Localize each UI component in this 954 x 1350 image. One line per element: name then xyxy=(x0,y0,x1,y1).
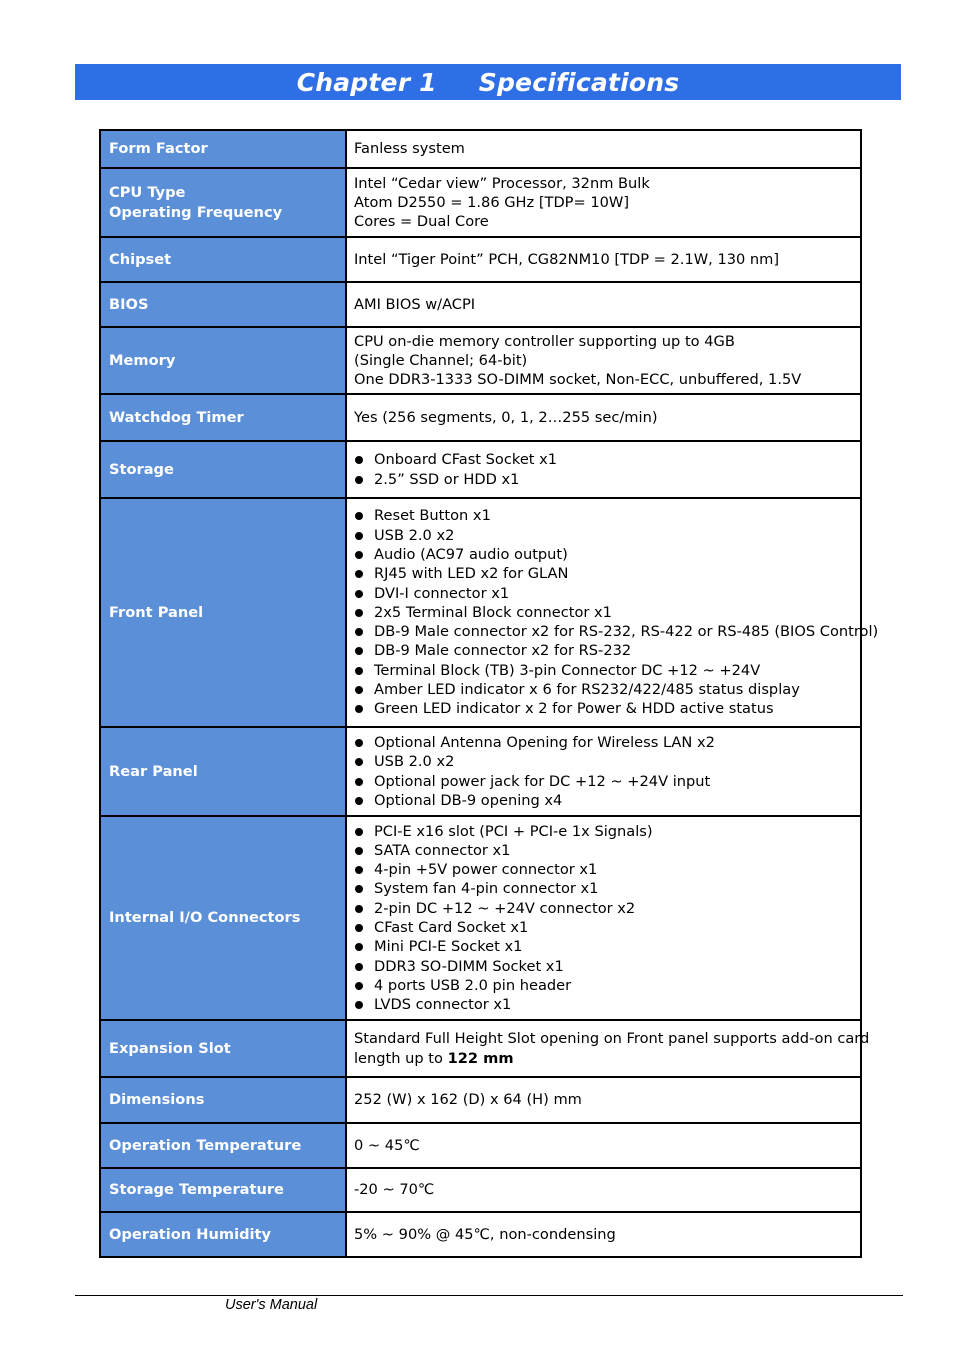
spec-row-front-panel xyxy=(100,498,861,727)
spec-label: Chipset xyxy=(100,237,346,282)
value-line: Fanless system xyxy=(354,140,465,158)
spec-row-chipset xyxy=(100,237,861,282)
value-line: 5% ~ 90% @ 45℃, non-condensing xyxy=(354,1225,616,1243)
spec-value xyxy=(346,1077,861,1123)
spec-row-operation-temperature xyxy=(100,1123,861,1168)
bullet-item: Green LED indicator x 2 for Power & HDD active status xyxy=(354,699,852,718)
chapter-title: Specifications xyxy=(478,67,680,97)
bullet-list xyxy=(354,450,852,489)
spec-value xyxy=(346,1168,861,1212)
spec-row-operation-humidity xyxy=(100,1212,861,1257)
bullet-item: System fan 4-pin connector x1 xyxy=(354,879,852,898)
spec-value xyxy=(346,130,861,168)
spec-value xyxy=(346,282,861,327)
spec-value xyxy=(346,237,861,282)
value-line: Cores = Dual Core xyxy=(354,213,489,231)
spec-label: Internal I/O Connectors xyxy=(100,816,346,1020)
value-line: AMI BIOS w/ACPI xyxy=(354,295,476,313)
spec-value xyxy=(346,498,879,727)
bullet-list xyxy=(354,506,879,718)
bullet-item: Optional Antenna Opening for Wireless LAN x2 xyxy=(354,733,852,752)
bullet-item: DVI-I connector x1 xyxy=(354,584,852,603)
value-bold: 122 mm xyxy=(447,1049,514,1067)
spec-value xyxy=(346,327,861,394)
bullet-item: Amber LED indicator x 6 for RS232/422/485 status display xyxy=(354,680,852,699)
value-line: 0 ~ 45℃ xyxy=(354,1136,420,1154)
spec-row-watchdog xyxy=(100,394,861,441)
value-line: Intel “Cedar view” Processor, 32nm Bulk xyxy=(354,174,650,192)
spec-label: Operation Humidity xyxy=(100,1212,346,1257)
specifications-table xyxy=(99,129,879,1258)
bullet-item: Reset Button x1 xyxy=(354,506,852,525)
spec-value xyxy=(346,441,861,498)
spec-row-storage-temperature xyxy=(100,1168,861,1212)
spec-label: Operation Temperature xyxy=(100,1123,346,1168)
value-line: CPU on-die memory controller supporting up to 4GB xyxy=(354,332,735,350)
bullet-item: Optional power jack for DC +12 ~ +24V input xyxy=(354,772,852,791)
bullet-item: Audio (AC97 audio output) xyxy=(354,545,852,564)
spec-label: Dimensions xyxy=(100,1077,346,1123)
spec-row-dimensions xyxy=(100,1077,861,1123)
bullet-list xyxy=(354,822,852,1015)
spec-row-rear-panel xyxy=(100,727,861,816)
value-line: Atom D2550 = 1.86 GHz [TDP= 10W] xyxy=(354,193,630,211)
bullet-item: DB-9 Male connector x2 for RS-232, RS-422 or RS-485 (BIOS Control) xyxy=(354,622,852,641)
bullet-item: USB 2.0 x2 xyxy=(354,526,852,545)
spec-label: Expansion Slot xyxy=(100,1020,346,1077)
spec-value xyxy=(346,168,861,237)
spec-value xyxy=(346,727,861,816)
bullet-item: Onboard CFast Socket x1 xyxy=(354,450,852,469)
spec-label: Front Panel xyxy=(100,498,346,727)
spec-value xyxy=(346,1212,861,1257)
spec-row-form-factor xyxy=(100,130,861,168)
bullet-item: RJ45 with LED x2 for GLAN xyxy=(354,564,852,583)
footer-divider xyxy=(75,1295,903,1296)
footer-text: User's Manual xyxy=(225,1297,318,1313)
value-line: One DDR3-1333 SO-DIMM socket, Non-ECC, unbuffered, 1.5V xyxy=(354,371,802,389)
label-line: Operating Frequency xyxy=(109,203,283,221)
value-line: -20 ~ 70℃ xyxy=(354,1181,435,1199)
spec-value xyxy=(346,816,861,1020)
bullet-item: CFast Card Socket x1 xyxy=(354,918,852,937)
bullet-item: DB-9 Male connector x2 for RS-232 xyxy=(354,641,852,660)
spec-value xyxy=(346,394,861,441)
value-line: 252 (W) x 162 (D) x 64 (H) mm xyxy=(354,1091,582,1109)
value-line xyxy=(354,1049,852,1068)
spec-label: Memory xyxy=(100,327,346,394)
bullet-item: Optional DB-9 opening x4 xyxy=(354,791,852,810)
bullet-item: 4-pin +5V power connector x1 xyxy=(354,860,852,879)
spec-label: Storage Temperature xyxy=(100,1168,346,1212)
chapter-number: Chapter 1 xyxy=(296,67,437,97)
spec-row-memory xyxy=(100,327,861,394)
spec-label: Rear Panel xyxy=(100,727,346,816)
bullet-item: 4 ports USB 2.0 pin header xyxy=(354,976,852,995)
bullet-item: USB 2.0 x2 xyxy=(354,752,852,771)
bullet-item: SATA connector x1 xyxy=(354,841,852,860)
spec-row-storage xyxy=(100,441,861,498)
label-line: CPU Type xyxy=(109,184,186,202)
bullet-item: 2.5” SSD or HDD x1 xyxy=(354,470,852,489)
spec-label xyxy=(100,168,346,237)
spec-label: Form Factor xyxy=(100,130,346,168)
bullet-item: PCI-E x16 slot (PCI + PCI-e 1x Signals) xyxy=(354,822,852,841)
bullet-item: Terminal Block (TB) 3-pin Connector DC +12 ~ +24V xyxy=(354,661,852,680)
bullet-item: 2-pin DC +12 ~ +24V connector x2 xyxy=(354,899,852,918)
bullet-item: DDR3 SO-DIMM Socket x1 xyxy=(354,957,852,976)
spec-row-bios xyxy=(100,282,861,327)
value-line: Yes (256 segments, 0, 1, 2…255 sec/min) xyxy=(354,408,658,426)
bullet-item: 2x5 Terminal Block connector x1 xyxy=(354,603,852,622)
spec-row-expansion-slot xyxy=(100,1020,861,1077)
bullet-item: LVDS connector x1 xyxy=(354,995,852,1014)
value-line: Standard Full Height Slot opening on Front panel supports add-on card xyxy=(354,1030,870,1048)
bullet-list xyxy=(354,733,852,810)
value-line: Intel “Tiger Point” PCH, CG82NM10 [TDP = 2.1W, 130 nm] xyxy=(354,250,780,268)
value-line: (Single Channel; 64-bit) xyxy=(354,351,528,369)
spec-label: BIOS xyxy=(100,282,346,327)
spec-label: Storage xyxy=(100,441,346,498)
spec-row-cpu xyxy=(100,168,861,237)
spec-row-internal-io xyxy=(100,816,861,1020)
chapter-title-bar xyxy=(75,64,901,100)
spec-value xyxy=(346,1123,861,1168)
bullet-item: Mini PCI-E Socket x1 xyxy=(354,937,852,956)
spec-value xyxy=(346,1020,870,1077)
value-text: length up to xyxy=(354,1049,448,1067)
spec-label: Watchdog Timer xyxy=(100,394,346,441)
